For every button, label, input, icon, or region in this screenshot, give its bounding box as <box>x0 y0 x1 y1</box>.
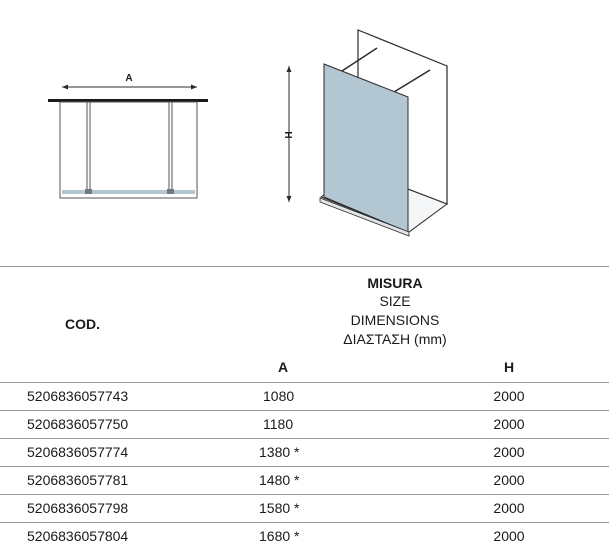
perspective-view-drawing <box>282 30 447 236</box>
size-header-dimensions: DIMENSIONS <box>350 312 440 328</box>
table-row-h: 2000 <box>493 444 525 460</box>
table-top-border <box>0 266 609 267</box>
table-row-h: 2000 <box>493 472 525 488</box>
size-header-misura: MISURA <box>367 275 423 291</box>
table-row-a: 1380 * <box>259 444 300 460</box>
table-row-code: 5206836057804 <box>27 528 129 544</box>
table-row-h: 2000 <box>493 500 525 516</box>
table-row-a: 1180 <box>263 416 294 432</box>
column-header-h: H <box>503 359 515 375</box>
table-row-a: 1580 * <box>259 500 300 516</box>
table-row-h: 2000 <box>493 416 525 432</box>
row-separator <box>0 522 609 523</box>
table-row-a: 1680 * <box>259 528 300 544</box>
table-row-code: 5206836057781 <box>27 472 129 488</box>
column-header-a: A <box>277 359 289 375</box>
side-dimension-label-h: H <box>282 131 293 139</box>
table-row-h: 2000 <box>493 388 525 404</box>
row-separator <box>0 410 609 411</box>
size-header-size: SIZE <box>379 293 411 309</box>
row-separator <box>0 466 609 467</box>
table-row-code: 5206836057743 <box>27 388 129 404</box>
table-row-code: 5206836057750 <box>27 416 129 432</box>
size-header-greek: ΔΙΑΣΤΑΣΗ (mm) <box>343 331 447 347</box>
row-separator <box>0 438 609 439</box>
table-row-h: 2000 <box>493 528 525 544</box>
table-row-code: 5206836057774 <box>27 444 129 460</box>
table-row-a: 1480 * <box>259 472 300 488</box>
front-view-drawing <box>48 73 208 198</box>
front-dimension-label-a: A <box>125 73 133 84</box>
row-separator <box>0 494 609 495</box>
table-row-a: 1080 <box>263 388 295 404</box>
technical-drawings <box>0 0 609 260</box>
code-column-header: COD. <box>65 316 100 332</box>
table-row-code: 5206836057798 <box>27 500 129 516</box>
row-separator <box>0 382 609 383</box>
specification-table <box>0 266 609 550</box>
